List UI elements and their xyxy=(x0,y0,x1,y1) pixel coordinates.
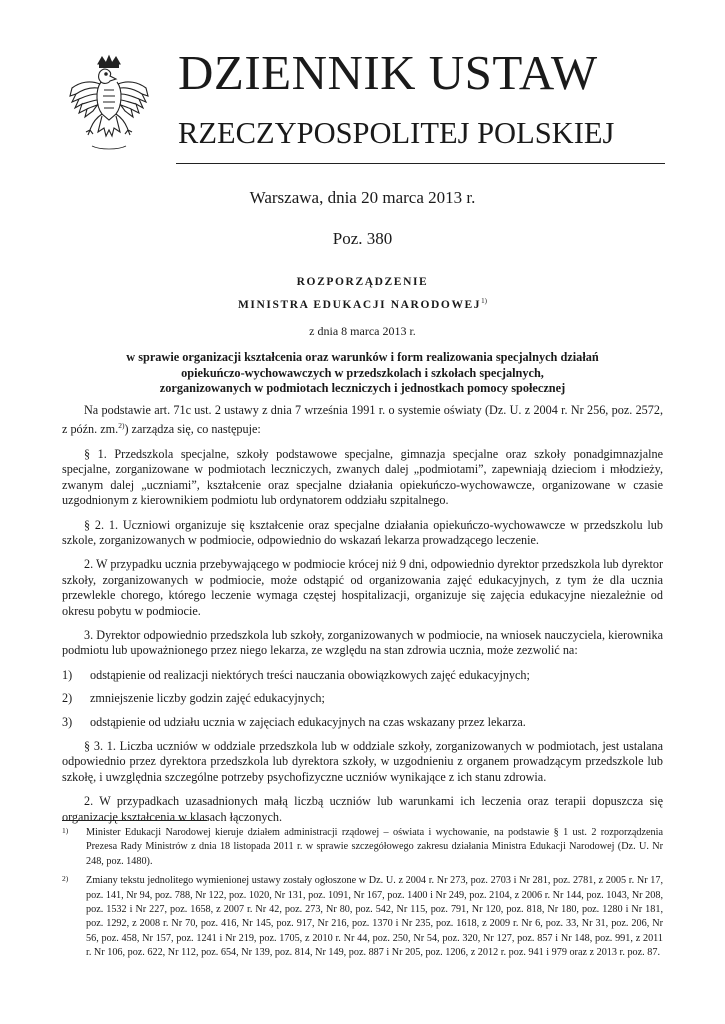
polish-eagle-icon xyxy=(62,54,156,162)
footnote xyxy=(62,826,663,869)
paragraph-2-2: 2. W przypadku ucznia przebywającego w podmiocie krócej niż 9 dni, odpowiednio dyrektor przedszkola lub dyrektor szkoły, zorganizowanych w podmiocie, może odstąpić od organizowania zajęć edukacyjnych, z tym że dla ucznia przewlekle chorego, którego leczenie wymaga częstej hospitalizacji, organizuje się zajęcia edukacyjne niezależnie od okresu pobytu w podmiocie. xyxy=(62,557,663,618)
list-text: zmniejszenie liczby godzin zajęć edukacyjnych; xyxy=(90,691,325,706)
list-item xyxy=(62,668,663,683)
footnote xyxy=(62,874,663,960)
footnote-ref-2: 2) xyxy=(118,421,125,431)
enumerated-list xyxy=(62,668,663,730)
masthead-divider xyxy=(176,163,665,164)
paragraph-1: § 1. Przedszkola specjalne, szkoły podstawowe specjalne, gimnazja specjalne oraz szkoły ponadgimnazjalne specjalne, zorganizowane w podmiotach leczniczych, zwanych dalej „podmiotami”, zapewniają dzieciom i młodzieży, zwanym dalej „uczniami”, kształcenie oraz specjalne działania opiekuńczo-wychowawcze, organizowane w czasie uzgodnionym z kierownikiem podmiotu lub ordynatorem oddziału szpitalnego. xyxy=(62,446,663,508)
act-body xyxy=(62,403,663,834)
act-subject-line: zorganizowanych w podmiotach leczniczych i jednostkach pomocy społecznej xyxy=(159,381,566,395)
footnotes xyxy=(62,826,663,966)
publication-date: Warszawa, dnia 20 marca 2013 r. xyxy=(249,188,476,207)
footnote-number: 1) xyxy=(62,826,69,835)
list-number: 2) xyxy=(62,691,73,706)
footnote-text: Zmiany tekstu jednolitego wymienionej ustawy zostały ogłoszone w Dz. U. z 2004 r. Nr 273, poz. 2703 i Nr 281, poz. 2781, z 2005 r. Nr 17, poz. 141, Nr 94, poz. 788, Nr 122, poz. 1020, Nr 131, poz. 1091, Nr 167, poz. 1400 i Nr 249, poz. 2104, z 2006 r. Nr 144, poz. 1043, Nr 208, poz. 1532 i Nr 227, poz. 1658, z 2007 r. Nr 42, poz. 273, Nr 80, poz. 542, Nr 115, poz. 791, Nr 120, poz. 818, Nr 180, poz. 1280 i Nr 181, poz. 1292, z 2008 r. Nr 70, poz. 416, Nr 145, poz. 917, Nr 216, poz. 1370 i Nr 235, poz. 1618, z 2009 r. Nr 6, poz. 33, Nr 31, poz. 206, Nr 56, poz. 458, Nr 157, poz. 1241 i Nr 219, poz. 1705, z 2010 r. Nr 44, poz. 250, Nr 54, poz. 320, Nr 127, poz. 857 i Nr 148, poz. 991, z 2011 r. Nr 106, poz. 622, Nr 112, poz. 654, Nr 139, poz. 814, Nr 149, poz. 887 i Nr 205, poz. 1206, z 2012 r. poz. 941 i 979 oraz z 2013 r. poz. 87. xyxy=(86,875,663,959)
paragraph-2-1: § 2. 1. Uczniowi organizuje się kształcenie oraz specjalne działania opiekuńczo-wychowawcze w przedszkolu lub szkole, zorganizowanych w podmiocie, odpowiednio do wskazań lekarza prowadzącego leczenie. xyxy=(62,517,663,547)
act-issuer xyxy=(0,297,725,311)
footnote-divider xyxy=(62,820,207,821)
act-subject-line: opiekuńczo-wychowawczych w przedszkolach i szkołach specjalnych, xyxy=(181,365,544,380)
act-subject-line: w sprawie organizacji kształcenia oraz warunków i form realizowania specjalnych działań xyxy=(126,350,599,364)
act-subject xyxy=(0,350,725,397)
paragraph-3-1: § 3. 1. Liczba uczniów w oddziale przedszkola lub w oddziale szkoły, zorganizowanych w podmiotach, jest ustalana odpowiednio przez dyrektora przedszkola lub dyrektora szkoły, w uzgodnieniu z organem prowadzącym przedszkole lub szkołę, i uwzględnia szczególne potrzeby psychofizyczne uczniów wynikające z ich stanu zdrowia. xyxy=(62,738,663,784)
preamble-text-end: ) zarządza się, co następuje: xyxy=(124,422,261,437)
list-number: 1) xyxy=(62,667,73,682)
masthead-title: DZIENNIK USTAW xyxy=(178,45,598,100)
act-issuer-text: MINISTRA EDUKACJI NARODOWEJ xyxy=(237,298,482,311)
act-type: ROZPORZĄDZENIE xyxy=(296,276,429,288)
act-date: z dnia 8 marca 2013 r. xyxy=(309,324,416,338)
position-number: Poz. 380 xyxy=(332,229,393,248)
paragraph-2-3: 3. Dyrektor odpowiednio przedszkola lub szkoły, zorganizowanych w podmiocie, na wniosek nauczyciela, kierownika podmiotu lub upoważnionego przez niego lekarza, ze względu na stan zdrowia ucznia, może zezwolić na: xyxy=(62,627,663,658)
preamble-text: Na podstawie art. 71c ust. 2 ustawy z dnia 7 września 1991 r. o systemie oświaty (Dz. U. z 2004 r. Nr 256, poz. 2572, z późn. zm. xyxy=(62,403,663,437)
list-text: odstąpienie od udziału ucznia w zajęciach edukacyjnych na czas wskazany przez lekarza. xyxy=(90,714,526,729)
masthead-subtitle: RZECZYPOSPOLITEJ POLSKIEJ xyxy=(178,116,615,150)
paragraph-3-2: 2. W przypadkach uzasadnionych małą liczbą uczniów lub warunkami ich leczenia oraz terapii dopuszcza się organizację kształcenia w klasach łączonych. xyxy=(62,794,663,824)
list-text: odstąpienie od realizacji niektórych treści nauczania obowiązkowych zajęć edukacyjnych; xyxy=(90,667,530,682)
list-item xyxy=(62,691,663,706)
footnote-ref-1: 1) xyxy=(481,297,488,305)
list-item xyxy=(62,715,663,730)
footnote-number: 2) xyxy=(62,874,69,884)
list-number: 3) xyxy=(62,714,73,729)
footnote-text: Minister Edukacji Narodowej kieruje działem administracji rządowej – oświata i wychowanie, na podstawie § 1 ust. 2 rozporządzenia Prezesa Rady Ministrów z dnia 18 listopada 2011 r. w sprawie szczegółowego zakresu działania Ministra Edukacji Narodowej (Dz. U. Nr 248, poz. 1480). xyxy=(86,827,663,867)
preamble xyxy=(62,403,663,438)
